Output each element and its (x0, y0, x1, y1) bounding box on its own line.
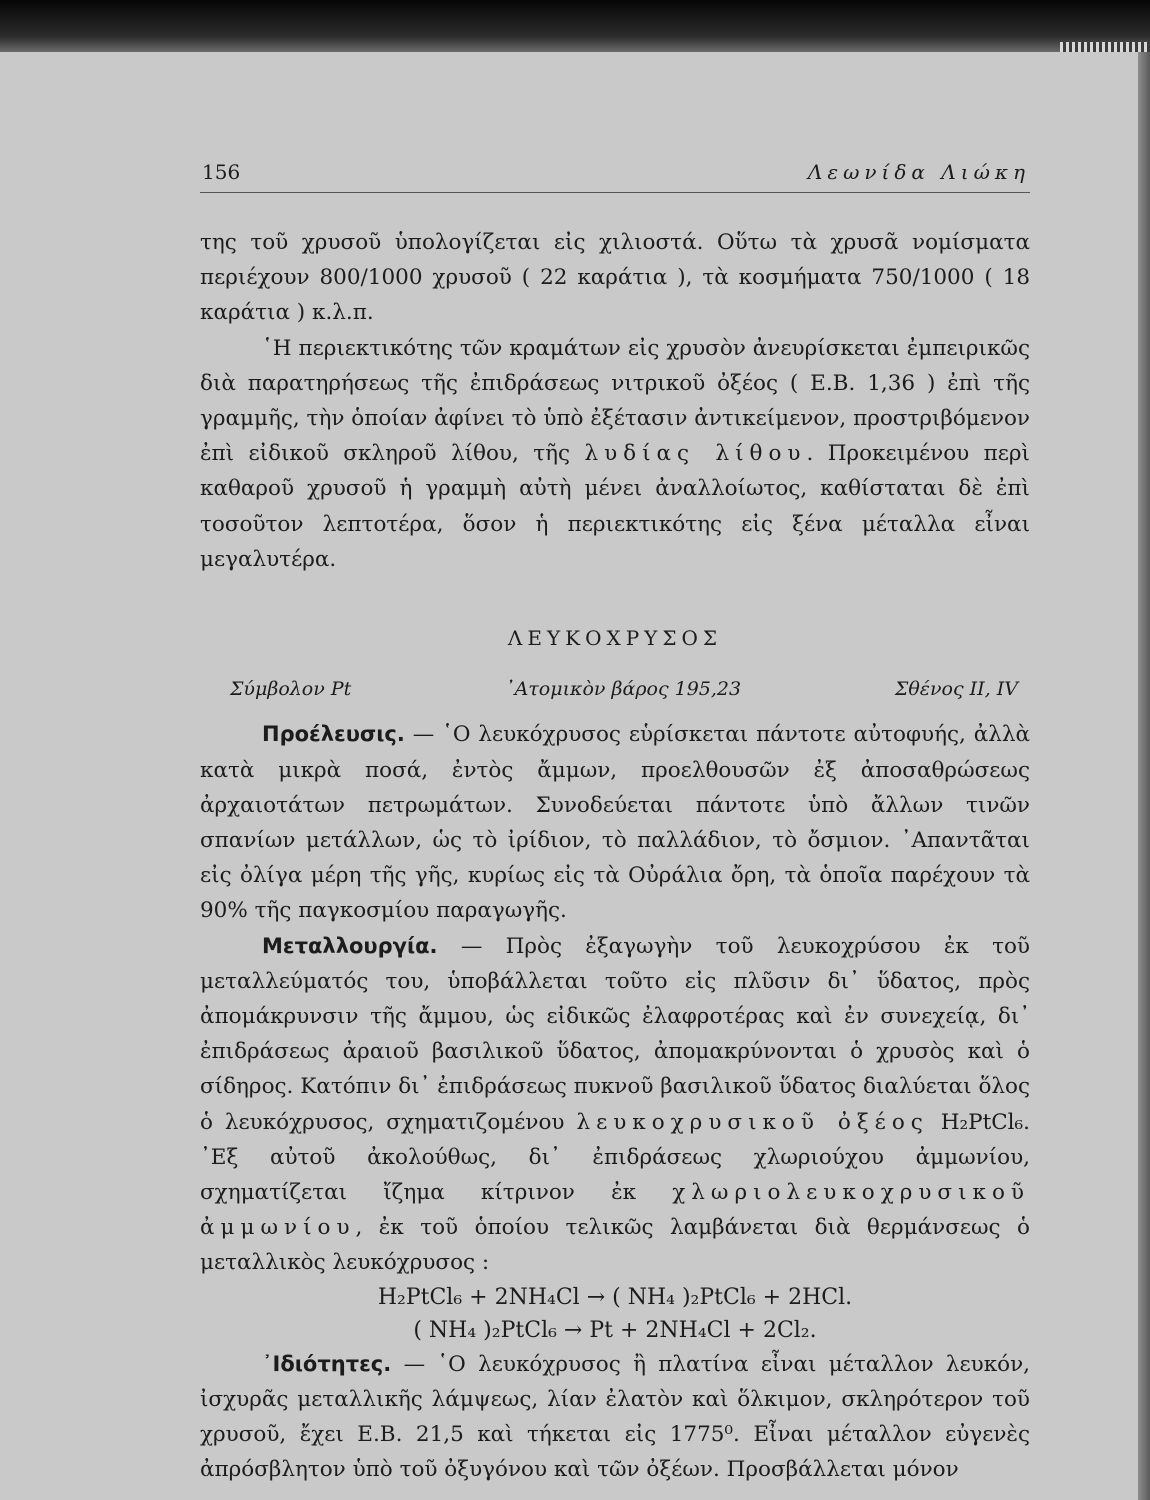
element-valence: Σθένος II, IV (894, 678, 1018, 701)
running-author: Λεωνίδα Λιώκη (807, 160, 1030, 184)
origin-heading: Προέλευσις. (262, 722, 405, 747)
metallurgy-text-a: — Πρὸς ἐξαγωγὴν τοῦ λευκοχρύσου ἐκ τοῦ μεταλλεύματός του, ὑποβάλλεται τοῦτο εἰς πλῦσιν δι᾿ ὕδατος, πρὸς ἀπομάκρυνσιν τῆς ἄμμου, ὡς εἰδικῶς ἐλαφροτέρας καὶ ἐν συνεχείᾳ, δι᾿ ἐπιδράσεως ἀραιοῦ βασιλικοῦ ὕδατος, ἀπομακρύνονται ὁ χρυσὸς καὶ ὁ σίδηρος. Κατόπιν δι᾿ ἐπιδράσεως πυκνοῦ βασιλικοῦ ὕδατος διαλύεται ὅλος ὁ λευκόχρυσος, σχηματιζομένου (200, 933, 1030, 1135)
page-number: 156 (202, 160, 241, 184)
origin-text: — ῾Ο λευκόχρυσος εὑρίσκεται πάντοτε αὐτοφυής, ἀλλὰ κατὰ μικρὰ ποσά, ἐντὸς ἄμμων, προελθουσῶν ἐξ ἀποσαθρώσεως ἀρχαιοτάτων πετρωμάτων. Συνοδεύεται πάντοτε ὑπὸ ἄλλων τινῶν σπανίων μετάλλων, ὡς τὸ ἰρίδιον, τὸ παλλάδιον, τὸ ὄσμιον. ᾿Απαντᾶται εἰς ὀλίγα μέρη τῆς γῆς, κυρίως εἰς τὰ Οὐράλια ὄρη, τὰ ὁποῖα παρέχουν τὰ 90% τῆς παγκοσμίου παραγωγῆς. (200, 722, 1030, 924)
metallurgy-paragraph (200, 929, 1030, 1281)
continuation-paragraph: της τοῦ χρυσοῦ ὑπολογίζεται εἰς χιλιοστά. Οὕτω τὰ χρυσᾶ νομίσματα περιέχουν 800/1000 χρυσοῦ ( 22 καράτια ), τὰ κοσμήματα 750/1000 ( 18 καράτια ) κ.λ.π. (200, 230, 1030, 326)
content-text-b: . Προκειμένου περὶ καθαροῦ χρυσοῦ ἡ γραμμὴ αὐτὴ μένει ἀναλλοίωτος, καθίσταται δὲ ἐπὶ τοσοῦτον λεπτοτέρα, ὅσον ἡ περιεκτικότης εἰς ξένα μέταλλα εἶναι μεγαλυτέρα. (200, 441, 1030, 572)
page-edge-shadow (1138, 52, 1150, 1500)
content-paragraph (200, 331, 1030, 577)
running-header (200, 158, 1030, 193)
element-info-row (200, 672, 1030, 707)
acid-name-term: λευκοχρυσικοῦ ὀξέος (576, 1109, 929, 1135)
properties-text: — ῾Ο λευκόχρυσος ἢ πλατίνα εἶναι μέταλλον λευκόν, ἰσχυρᾶς μεταλλικῆς λάμψεως, λίαν ἐλατὸν καὶ ὅλκιμον, σκληρότερον τοῦ χρυσοῦ, ἔχει Ε.Β. 21,5 καὶ τήκεται εἰς 1775⁰. Εἶναι μέταλλον εὐγενὲς ἀπρόσβλητον ὑπὸ τοῦ ὀξυγόνου καὶ τῶν ὀξέων. Προσβάλλεται μόνον (200, 1351, 1030, 1483)
page-body (200, 225, 1030, 1488)
element-atomic-weight: ᾿Ατομικὸν βάρος 195,23 (505, 678, 742, 701)
equation-2: ( NH₄ )₂PtCl₆ → Pt + 2NH₄Cl + 2Cl₂. (413, 1317, 817, 1343)
metallurgy-text-b: H₂PtCl₆. ᾿Εξ αὐτοῦ ἀκολούθως, δι᾿ ἐπιδράσεως χλωριούχου ἀμμωνίου, σχηματίζεται ἴζημα κίτρινον ἐκ (200, 1109, 1031, 1206)
salt-name-term: χλωριολευκοχρυσικοῦ ἀμμωνίου (200, 1180, 1030, 1241)
properties-heading: ᾿Ιδιότητες. (262, 1351, 392, 1376)
scanner-top-band (0, 0, 1150, 52)
metallurgy-text-c: , ἐκ τοῦ ὁποίου τελικῶς λαμβάνεται διὰ θερμάνσεως ὁ μεταλλικὸς λευκόχρυσος : (200, 1215, 1030, 1276)
equation-1: H₂PtCl₆ + 2NH₄Cl → ( NH₄ )₂PtCl₆ + 2HCl. (377, 1284, 853, 1310)
metallurgy-heading: Μεταλλουργία. (262, 933, 438, 958)
content-text-a: ῾Η περιεκτικότης τῶν κραμάτων εἰς χρυσὸν ἀνευρίσκεται ἐμπειρικῶς διὰ παρατηρήσεως τῆς ἐπιδράσεως νιτρικοῦ ὀξέος ( Ε.Β. 1,36 ) ἐπὶ τῆς γραμμῆς, τὴν ὁποίαν ἀφίνει τὸ ὑπὸ ἐξέτασιν ἀντικείμενον, προστριβόμενον ἐπὶ εἰδικοῦ σκληροῦ λίθου, τῆς (200, 335, 1030, 467)
lydia-stone-term: λυδίας λίθου (584, 441, 807, 467)
section-title: ΛΕΥΚΟΧΡΥΣΟΣ (507, 626, 723, 651)
properties-paragraph (200, 1347, 1030, 1488)
element-symbol: Σύμβολον Pt (230, 678, 352, 701)
origin-paragraph (200, 717, 1030, 928)
